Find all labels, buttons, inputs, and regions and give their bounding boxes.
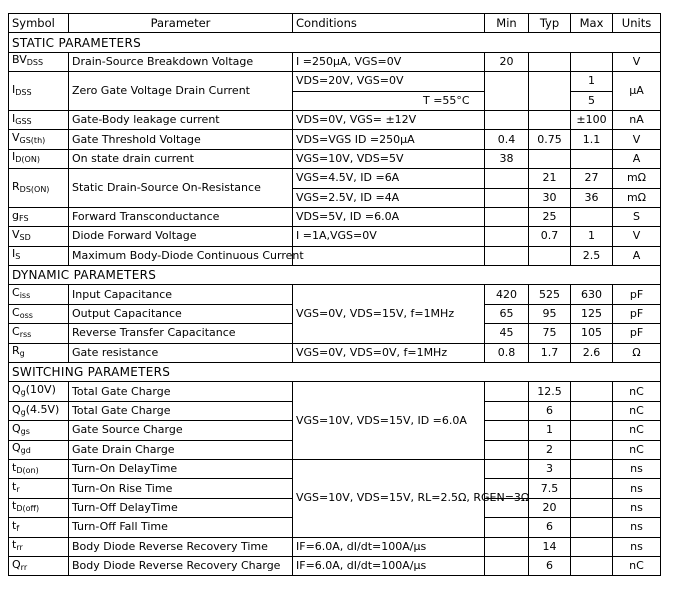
table-row [9, 207, 661, 226]
symbol-subscript: gd [20, 446, 31, 456]
conditions-cell: I =1A,VGS=0V [293, 227, 485, 246]
symbol-cell [9, 459, 69, 478]
section-row [9, 363, 661, 382]
symbol-letter: I [12, 111, 16, 125]
typ-cell: 525 [529, 285, 571, 304]
max-cell: 1.1 [571, 130, 613, 149]
conditions-cell: I =250µA, VGS=0V [293, 52, 485, 71]
symbol-letter: I [12, 150, 16, 164]
symbol-letter: t [12, 538, 17, 552]
conditions-cell: VGS=4.5V, ID =6A [293, 169, 485, 188]
typ-cell: 0.7 [529, 227, 571, 246]
symbol-subscript: SD [19, 232, 31, 242]
parameter-cell: Gate resistance [69, 343, 293, 362]
min-cell [485, 227, 529, 246]
table-row [9, 227, 661, 246]
units-cell: nC [613, 401, 661, 420]
symbol-subscript: GS(th) [19, 136, 46, 146]
max-cell: 630 [571, 285, 613, 304]
typ-cell [529, 246, 571, 265]
table-row [9, 343, 661, 362]
header-conditions: Conditions [293, 14, 485, 33]
table-row [9, 149, 661, 168]
min-cell [485, 169, 529, 188]
symbol-subscript: rr [20, 562, 28, 572]
symbol-cell [9, 498, 69, 517]
symbol-subscript: DSS [26, 58, 44, 68]
parameter-cell: Total Gate Charge [69, 401, 293, 420]
units-cell: V [613, 130, 661, 149]
symbol-cell [9, 110, 69, 129]
typ-cell: 21 [529, 169, 571, 188]
units-cell: pF [613, 285, 661, 304]
section-title: DYNAMIC PARAMETERS [9, 266, 661, 285]
max-cell: 105 [571, 324, 613, 343]
section-row [9, 33, 661, 52]
parameter-cell: Turn-On Rise Time [69, 479, 293, 498]
symbol-cell [9, 207, 69, 226]
symbol-cell [9, 285, 69, 304]
max-cell: 125 [571, 304, 613, 323]
max-cell [571, 459, 613, 478]
symbol-cell [9, 382, 69, 401]
symbol-cell [9, 421, 69, 440]
symbol-subscript: oss [19, 310, 33, 320]
conditions-cell: VGS=0V, VDS=15V, f=1MHz [293, 285, 485, 343]
symbol-cell [9, 440, 69, 459]
min-cell [485, 401, 529, 420]
header-min: Min [485, 14, 529, 33]
symbol-cell [9, 72, 69, 111]
units-cell: V [613, 227, 661, 246]
symbol-subscript: f [16, 523, 20, 533]
symbol-suffix: (10V) [25, 383, 56, 397]
symbol-subscript: rr [16, 543, 23, 553]
header-typ: Typ [529, 14, 571, 33]
symbol-letter: BV [12, 53, 27, 67]
symbol-letter: V [12, 227, 20, 241]
symbol-subscript: FS [18, 213, 29, 223]
conditions-cell: T =55°C [293, 91, 485, 110]
max-cell [571, 518, 613, 537]
min-cell [485, 207, 529, 226]
units-cell: mΩ [613, 188, 661, 207]
section-row [9, 266, 661, 285]
symbol-letter: C [12, 305, 20, 319]
units-cell: nC [613, 556, 661, 575]
units-cell: A [613, 246, 661, 265]
conditions-cell: IF=6.0A, dI/dt=100A/µs [293, 556, 485, 575]
conditions-cell: VGS=10V, VDS=5V [293, 149, 485, 168]
symbol-subscript: D(ON) [15, 155, 40, 165]
typ-cell: 6 [529, 518, 571, 537]
symbol-cell [9, 227, 69, 246]
conditions-cell: VDS=0V, VGS= ±12V [293, 110, 485, 129]
header-symbol: Symbol [9, 14, 69, 33]
units-cell: V [613, 52, 661, 71]
symbol-subscript: g [20, 407, 26, 417]
max-cell: 2.5 [571, 246, 613, 265]
typ-cell: 3 [529, 459, 571, 478]
symbol-subscript: iss [19, 291, 31, 301]
typ-cell: 14 [529, 537, 571, 556]
min-cell [485, 440, 529, 459]
min-cell: 45 [485, 324, 529, 343]
max-cell: 5 [571, 91, 613, 110]
typ-cell: 75 [529, 324, 571, 343]
symbol-cell [9, 52, 69, 71]
symbol-suffix: (4.5V) [25, 402, 60, 416]
symbol-cell [9, 479, 69, 498]
conditions-cell: VGS=2.5V, ID =4A [293, 188, 485, 207]
min-cell [485, 421, 529, 440]
table-row [9, 72, 661, 91]
parameter-cell: Gate Source Charge [69, 421, 293, 440]
symbol-letter: Q [12, 421, 21, 435]
units-cell: µA [613, 72, 661, 111]
symbol-subscript: DSS [15, 87, 32, 97]
min-cell: 65 [485, 304, 529, 323]
symbol-letter: I [12, 82, 16, 96]
min-cell [485, 72, 529, 111]
symbol-letter: Q [12, 557, 21, 571]
symbol-letter: C [12, 324, 20, 338]
parameter-cell: Zero Gate Voltage Drain Current [69, 72, 293, 111]
min-cell [485, 518, 529, 537]
units-cell: ns [613, 518, 661, 537]
max-cell: ±100 [571, 110, 613, 129]
section-title: SWITCHING PARAMETERS [9, 363, 661, 382]
symbol-cell [9, 169, 69, 208]
conditions-cell [293, 246, 485, 265]
units-cell: A [613, 149, 661, 168]
symbol-cell [9, 149, 69, 168]
max-cell [571, 401, 613, 420]
symbol-subscript: gs [20, 426, 30, 436]
max-cell [571, 382, 613, 401]
symbol-letter: C [12, 286, 20, 300]
units-cell: ns [613, 498, 661, 517]
table-row [9, 110, 661, 129]
typ-cell [529, 72, 571, 111]
typ-cell: 6 [529, 556, 571, 575]
max-cell [571, 421, 613, 440]
typ-cell [529, 110, 571, 129]
symbol-subscript: GSS [15, 116, 32, 126]
table-row [9, 556, 661, 575]
min-cell [485, 110, 529, 129]
typ-cell: 95 [529, 304, 571, 323]
table-row [9, 285, 661, 304]
parameter-cell: Gate Threshold Voltage [69, 130, 293, 149]
symbol-letter: t [12, 518, 17, 532]
units-cell: nA [613, 110, 661, 129]
parameter-cell: Total Gate Charge [69, 382, 293, 401]
parameter-cell: Turn-Off Fall Time [69, 518, 293, 537]
max-cell [571, 52, 613, 71]
units-cell: ns [613, 459, 661, 478]
typ-cell: 6 [529, 401, 571, 420]
table-row [9, 169, 661, 188]
conditions-cell: VDS=5V, ID =6.0A [293, 207, 485, 226]
conditions-cell: IF=6.0A, dI/dt=100A/µs [293, 537, 485, 556]
typ-cell: 7.5 [529, 479, 571, 498]
typ-cell: 25 [529, 207, 571, 226]
table-row [9, 459, 661, 478]
symbol-subscript: g [19, 349, 25, 359]
units-cell: pF [613, 304, 661, 323]
typ-cell: 12.5 [529, 382, 571, 401]
symbol-subscript: r [16, 485, 20, 495]
parameter-cell: Maximum Body-Diode Continuous Current [69, 246, 293, 265]
symbol-subscript: S [15, 252, 21, 262]
table-row [9, 130, 661, 149]
max-cell: 1 [571, 227, 613, 246]
parameter-cell: Turn-Off DelayTime [69, 498, 293, 517]
symbol-letter: t [12, 460, 17, 474]
conditions-cell: VGS=10V, VDS=15V, RL=2.5Ω, RGEN=3Ω [293, 459, 485, 537]
parameter-cell: Output Capacitance [69, 304, 293, 323]
symbol-subscript: rss [19, 329, 32, 339]
units-cell: ns [613, 537, 661, 556]
typ-cell [529, 149, 571, 168]
symbol-letter: g [12, 208, 19, 222]
table-row [9, 52, 661, 71]
electrical-characteristics-table [8, 13, 661, 576]
min-cell [485, 556, 529, 575]
units-cell: nC [613, 440, 661, 459]
units-cell: pF [613, 324, 661, 343]
conditions-cell: VDS=20V, VGS=0V [293, 72, 485, 91]
max-cell [571, 207, 613, 226]
symbol-cell [9, 537, 69, 556]
max-cell: 2.6 [571, 343, 613, 362]
min-cell: 20 [485, 52, 529, 71]
symbol-subscript: D(off) [16, 504, 40, 514]
typ-cell: 2 [529, 440, 571, 459]
symbol-cell [9, 130, 69, 149]
symbol-cell [9, 324, 69, 343]
symbol-subscript: DS(ON) [19, 184, 50, 194]
symbol-letter: t [12, 499, 17, 513]
table-row [9, 537, 661, 556]
units-cell: S [613, 207, 661, 226]
symbol-cell [9, 401, 69, 420]
parameter-cell: Body Diode Reverse Recovery Charge [69, 556, 293, 575]
max-cell: 1 [571, 72, 613, 91]
parameter-cell: Gate-Body leakage current [69, 110, 293, 129]
symbol-subscript: g [20, 388, 26, 398]
conditions-cell: VDS=VGS ID =250µA [293, 130, 485, 149]
min-cell [485, 537, 529, 556]
typ-cell: 0.75 [529, 130, 571, 149]
units-cell: nC [613, 382, 661, 401]
min-cell [485, 459, 529, 478]
min-cell: 420 [485, 285, 529, 304]
min-cell: 0.4 [485, 130, 529, 149]
symbol-letter: R [12, 179, 20, 193]
max-cell [571, 537, 613, 556]
symbol-cell [9, 246, 69, 265]
parameter-cell: Gate Drain Charge [69, 440, 293, 459]
units-cell: ns [613, 479, 661, 498]
parameter-cell: Forward Transconductance [69, 207, 293, 226]
typ-cell: 1 [529, 421, 571, 440]
table-row [9, 382, 661, 401]
max-cell: 36 [571, 188, 613, 207]
symbol-letter: Q [12, 383, 21, 397]
units-cell: Ω [613, 343, 661, 362]
parameter-cell: Drain-Source Breakdown Voltage [69, 52, 293, 71]
symbol-letter: Q [12, 402, 21, 416]
min-cell: 0.8 [485, 343, 529, 362]
parameter-cell: On state drain current [69, 149, 293, 168]
conditions-cell: VGS=0V, VDS=0V, f=1MHz [293, 343, 485, 362]
typ-cell: 20 [529, 498, 571, 517]
typ-cell [529, 52, 571, 71]
parameter-cell: Turn-On DelayTime [69, 459, 293, 478]
units-cell: nC [613, 421, 661, 440]
header-units: Units [613, 14, 661, 33]
header-parameter: Parameter [69, 14, 293, 33]
header-max: Max [571, 14, 613, 33]
symbol-cell [9, 518, 69, 537]
symbol-letter: t [12, 480, 17, 494]
table-row [9, 246, 661, 265]
symbol-cell [9, 343, 69, 362]
min-cell [485, 382, 529, 401]
max-cell [571, 440, 613, 459]
typ-cell: 1.7 [529, 343, 571, 362]
parameter-cell: Input Capacitance [69, 285, 293, 304]
symbol-letter: V [12, 131, 20, 145]
min-cell: 38 [485, 149, 529, 168]
symbol-letter: I [12, 247, 16, 261]
units-cell: mΩ [613, 169, 661, 188]
max-cell [571, 556, 613, 575]
section-title: STATIC PARAMETERS [9, 33, 661, 52]
symbol-letter: R [12, 344, 20, 358]
conditions-cell: VGS=10V, VDS=15V, ID =6.0A [293, 382, 485, 460]
parameter-cell: Body Diode Reverse Recovery Time [69, 537, 293, 556]
max-cell [571, 479, 613, 498]
header-row [9, 14, 661, 33]
symbol-subscript: D(on) [16, 465, 39, 475]
symbol-cell [9, 304, 69, 323]
min-cell [485, 246, 529, 265]
max-cell: 27 [571, 169, 613, 188]
typ-cell: 30 [529, 188, 571, 207]
parameter-cell: Static Drain-Source On-Resistance [69, 169, 293, 208]
mosfet-spec-sheet [8, 13, 660, 576]
parameter-cell: Diode Forward Voltage [69, 227, 293, 246]
min-cell [485, 188, 529, 207]
symbol-cell [9, 556, 69, 575]
max-cell [571, 149, 613, 168]
max-cell [571, 498, 613, 517]
parameter-cell: Reverse Transfer Capacitance [69, 324, 293, 343]
symbol-letter: Q [12, 441, 21, 455]
